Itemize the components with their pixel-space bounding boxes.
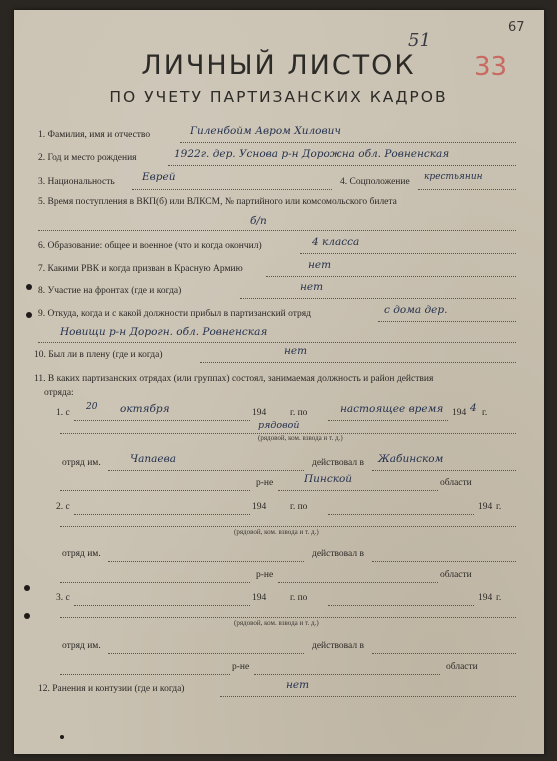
entry-3-district-line-b [254,674,440,675]
entry-1-year-prefix-2: 194 [452,408,467,418]
field-2-line [168,165,516,166]
entry-2-acted-line [372,561,516,562]
field-1-label: 1. Фамилия, имя и отчество [38,130,151,140]
entry-3-district-line-a [60,674,230,675]
entry-3-position-hint: (рядовой, ком. взвода и т. д.) [234,619,319,627]
field-4-value: крестьянин [424,172,483,182]
entry-2-year-prefix-1: 194 [252,502,267,512]
entry-3-year-suffix-1: г. по [290,593,308,603]
field-10-label: 10. Был ли в плену (где и когда) [34,350,163,360]
entry-2-num: 2. с [56,502,70,512]
entry-2-district-line-b [278,582,438,583]
field-10-value: нет [284,345,308,357]
entry-3-to-line [328,605,474,606]
entry-2-position-hint: (рядовой, ком. взвода и т. д.) [234,528,319,536]
entry-3-district-label: р-не [232,662,250,672]
field-4-line [418,189,516,190]
field-11-label: 11. В каких партизанских отрядах (или группах) состоял, занимаемая должность и район действия [34,374,434,384]
entry-3-year-prefix-2: 194 [478,593,493,603]
entry-1-from-month: октября [120,403,170,415]
archive-mark: 51 [408,30,431,51]
entry-1-from-line [74,420,250,421]
entry-1-district-line-b [278,490,438,491]
entry-3-year-suffix-2: г. [496,593,502,603]
entry-3-unit-label: отряд им. [62,641,101,651]
entry-1-district-line-a [60,490,250,491]
field-12-label: 12. Ранения и контузии (где и когда) [38,684,185,694]
field-12-line [220,696,516,697]
entry-1-to-line [328,420,448,421]
field-9-line-2 [38,342,516,343]
field-1-value: Гиленбойм Авром Хилович [190,125,341,137]
page-number: 67 [508,20,525,35]
entry-3-from-line [74,605,250,606]
punch-hole [26,312,32,318]
punch-hole [24,613,30,619]
field-2-value: 1922г. дер. Уснова р-н Дорожна обл. Ровненская [174,148,450,160]
entry-2-region-label: области [440,570,472,580]
entry-1-district-label: р-не [256,478,274,488]
entry-2-district-line-a [60,582,250,583]
entry-1-unit-line [108,470,304,471]
field-10-line [200,362,516,363]
punch-hole [60,735,64,739]
entry-2-district-label: р-не [256,570,274,580]
field-3-value: Еврей [142,171,176,183]
entry-3-region-label: области [446,662,478,672]
entry-1-to-value: настоящее время [340,403,444,415]
field-1-line [180,142,516,143]
field-9-label: 9. Откуда, когда и с какой должности прибыл в партизанский отряд [38,309,311,319]
entry-3-num: 3. с [56,593,70,603]
field-8-value: нет [300,281,324,293]
entry-1-year-value-2: 4 [470,402,477,414]
entry-2-acted-label: действовал в [312,549,364,559]
field-3-line [132,189,332,190]
field-2-label: 2. Год и место рождения [38,153,137,163]
field-5-value: б/п [250,215,267,227]
entry-1-num: 1. с [56,408,70,418]
entry-3-acted-line [372,653,516,654]
field-4-label: 4. Соцположение [340,177,410,187]
field-6-value: 4 класса [312,236,360,248]
entry-2-to-line [328,514,474,515]
entry-3-unit-line [108,653,304,654]
field-11-label-cont: отряда: [44,388,74,398]
field-7-line [266,276,516,277]
field-6-label: 6. Образование: общее и военное (что и когда окончил) [38,241,262,251]
entry-1-region-label: области [440,478,472,488]
entry-1-year-suffix-2: г. [482,408,488,418]
field-8-line [240,298,516,299]
entry-1-acted-label: действовал в [312,458,364,468]
field-12-value: нет [286,679,310,691]
field-8-label: 8. Участие на фронтах (где и когда) [38,286,182,296]
entry-2-year-prefix-2: 194 [478,502,493,512]
entry-3-acted-label: действовал в [312,641,364,651]
field-5-line [38,230,516,231]
entry-2-year-suffix-1: г. по [290,502,308,512]
page-title: ЛИЧНЫЙ ЛИСТОК [141,50,416,81]
entry-1-unit-label: отряд им. [62,458,101,468]
entry-1-position-hint: (рядовой, ком. взвода и т. д.) [258,434,343,442]
field-5-label: 5. Время поступления в ВКП(б) или ВЛКСМ, № партийного или комсомольского билета [38,197,397,207]
entry-1-unit-value: Чапаева [130,453,176,465]
entry-2-from-line [74,514,250,515]
entry-1-position-value: рядовой [258,420,300,431]
red-mark: 33 [474,52,508,82]
entry-2-year-suffix-2: г. [496,502,502,512]
punch-hole [24,585,30,591]
page-subtitle: ПО УЧЕТУ ПАРТИЗАНСКИХ КАДРОВ [109,88,448,106]
punch-hole [26,284,32,290]
field-9-line-1 [378,321,516,322]
field-9-value-1: с дома дер. [384,304,448,316]
entry-2-position-line [60,526,516,527]
entry-1-acted-line [372,470,516,471]
field-3-label: 3. Национальность [38,177,115,187]
entry-2-unit-line [108,561,304,562]
entry-1-acted-value: Жабинском [378,453,444,465]
field-7-value: нет [308,259,332,271]
entry-1-district-value: Пинской [304,473,353,485]
field-6-line [300,253,516,254]
entry-1-from-day: 20 [86,402,98,412]
field-9-value-2: Новищи р-н Дорогн. обл. Ровненская [60,326,268,338]
entry-3-year-prefix-1: 194 [252,593,267,603]
entry-2-unit-label: отряд им. [62,549,101,559]
field-7-label: 7. Какими РВК и когда призван в Красную Армию [38,264,243,274]
entry-3-position-line [60,617,516,618]
entry-1-year-suffix-1: г. по [290,408,308,418]
entry-1-year-prefix-1: 194 [252,408,267,418]
